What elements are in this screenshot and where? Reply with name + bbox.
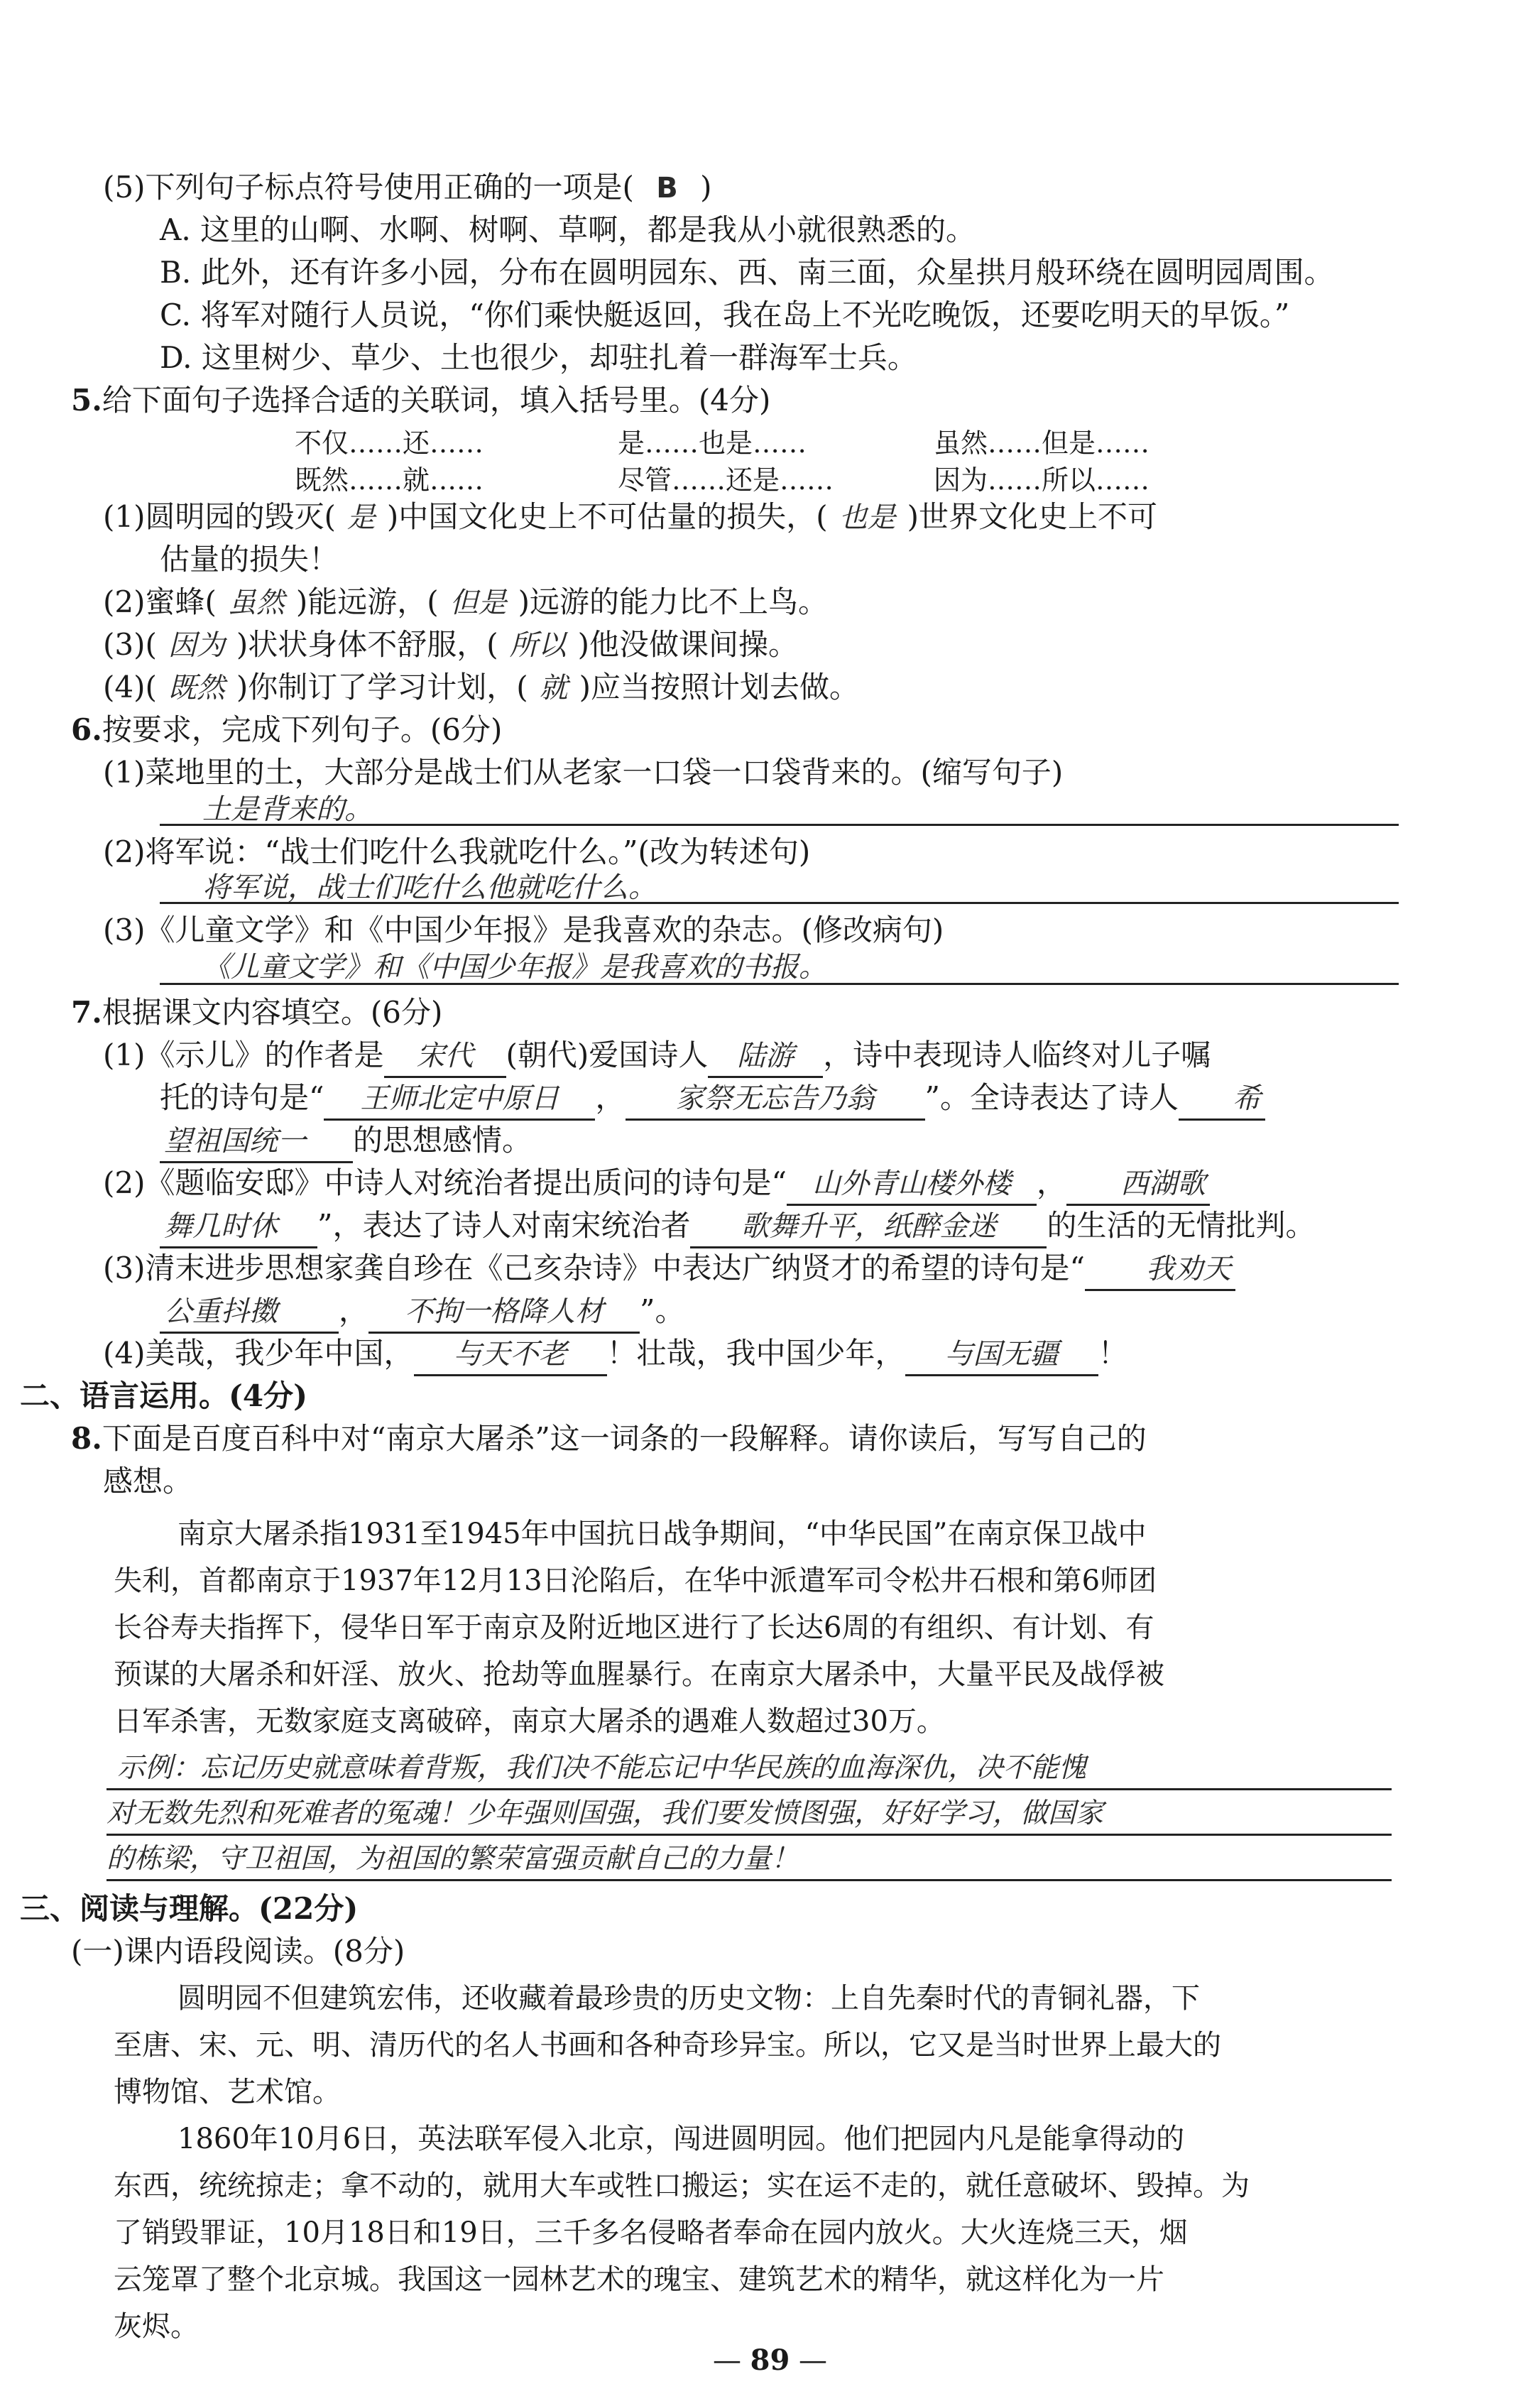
- q6-a1: 土是背来的。: [202, 793, 373, 826]
- word-4: 既然……就……: [295, 464, 484, 496]
- q8-material-line: 预谋的大屠杀和奸淫、放火、抢劫等血腥暴行。在南京大屠杀中，大量平民及战俘被: [114, 1658, 1164, 1691]
- q5-s4: (4)( 既然 )你制订了学习计划，( 就 )应当按照计划去做。: [103, 670, 860, 704]
- answer-line: [107, 1879, 1392, 1881]
- passage-line: 1860年10月6日，英法联军侵入北京，闯进圆明园。他们把园内凡是能拿得动的: [178, 2123, 1185, 2155]
- option-d: D. 这里树少、草少、土也很少，却驻扎着一群海军士兵。: [160, 340, 917, 375]
- q7-line2: 托的诗句是“ 王师北定中原日 ， 家祭无忘告乃翁 ”。全诗表达了诗人 希: [160, 1078, 1265, 1121]
- answer-line: [160, 902, 1399, 904]
- q7-line6: (3)清末进步思想家龚自珍在《己亥杂诗》中表达广纳贤才的希望的诗句是“ 我劝天: [103, 1248, 1235, 1291]
- passage-line: 博物馆、艺术馆。: [114, 2076, 341, 2108]
- q8-material-line: 日军杀害，无数家庭支离破碎，南京大屠杀的遇难人数超过30万。: [114, 1705, 945, 1738]
- section-3-title: 三、阅读与理解。(22分): [20, 1891, 359, 1926]
- passage-line: 灰烬。: [114, 2310, 199, 2343]
- answer-line: [160, 824, 1399, 826]
- q6-s3: (3)《儿童文学》和《中国少年报》是我喜欢的杂志。(修改病句): [103, 913, 944, 947]
- q7-line5: 舞几时休 ”，表达了诗人对南宋统治者 歌舞升平，纸醉金迷 的生活的无情批判。: [160, 1206, 1316, 1248]
- q8-answer-line: 对无数先烈和死难者的冤魂！少年强则国强，我们要发愤图强，好好学习，做国家: [107, 1797, 1104, 1829]
- word-2: 是……也是……: [618, 428, 807, 459]
- q5-s2: (2)蜜蜂( 虽然 )能远游，( 但是 )远游的能力比不上鸟。: [103, 584, 829, 619]
- q8-title-cont: 感想。: [103, 1464, 193, 1498]
- q7-line8: (4)美哉，我少年中国， 与天不老 ！壮哉，我中国少年， 与国无疆 ！: [103, 1334, 1128, 1376]
- word-6: 因为……所以……: [934, 464, 1150, 496]
- q8-material-line: 失利，首都南京于1937年12月13日沦陷后，在华中派遣军司令松井石根和第6师团: [114, 1564, 1157, 1597]
- passage-line: 东西，统统掠走；拿不动的，就用大车或牲口搬运；实在运不走的，就任意破坏、毁掉。为: [114, 2170, 1250, 2202]
- q6-s2: (2)将军说：“战士们吃什么我就吃什么。”(改为转述句): [103, 834, 811, 869]
- q5-s1: (1)圆明园的毁灭( 是 )中国文化史上不可估量的损失，( 也是 )世界文化史上不可: [103, 499, 1158, 534]
- q5-s1-cont: 估量的损失！: [160, 542, 339, 577]
- q8-material-line: 南京大屠杀指1931至1945年中国抗日战争期间，“中华民国”在南京保卫战中: [178, 1518, 1147, 1550]
- q7-line1: (1)《示儿》的作者是 宋代 (朝代)爱国诗人 陆游 ，诗中表现诗人临终对儿子嘱: [103, 1035, 1211, 1078]
- q7-line7: 公重抖擞 ， 不拘一格降人材 ”。: [160, 1291, 685, 1334]
- q6-a2: 将军说，战士们吃什么他就吃什么。: [202, 871, 657, 904]
- q6-a3: 《儿童文学》和《中国少年报》是我喜欢的书报。: [202, 951, 827, 984]
- page-number: — 89 —: [712, 2344, 828, 2377]
- q7-title: 7.根据课文内容填空。(6分): [71, 995, 443, 1030]
- q7-line4: (2)《题临安邸》中诗人对统治者提出质问的诗句是“ 山外青山楼外楼 ， 西湖歌: [103, 1163, 1210, 1206]
- passage-line: 了销毁罪证，10月18日和19日，三千多名侵略者奉命在园内放火。大火连烧三天，烟: [114, 2216, 1188, 2249]
- option-a: A. 这里的山啊、水啊、树啊、草啊，都是我从小就很熟悉的。: [160, 212, 976, 247]
- word-3: 虽然……但是……: [934, 428, 1150, 459]
- q6-s1: (1)菜地里的土，大部分是战士们从老家一口袋一口袋背来的。(缩写句子): [103, 755, 1064, 790]
- q5-title: 5.给下面句子选择合适的关联词，填入括号里。(4分): [71, 383, 771, 418]
- q5-answer: B: [656, 172, 678, 205]
- option-b: B. 此外，还有许多小园，分布在圆明园东、西、南三面，众星拱月般环绕在圆明园周围。: [160, 255, 1334, 290]
- answer-line: [160, 983, 1399, 985]
- q5-s3: (3)( 因为 )状状身体不舒服，( 所以 )他没做课间操。: [103, 627, 799, 662]
- word-5: 尽管……还是……: [618, 464, 834, 496]
- passage-line: 至唐、宋、元、明、清历代的名人书画和各种奇珍异宝。所以，它又是当时世界上最大的: [114, 2029, 1221, 2062]
- q8-material-line: 长谷寿夫指挥下，侵华日军于南京及附近地区进行了长达6周的有组织、有计划、有: [114, 1611, 1154, 1644]
- section-2-title: 二、语言运用。(4分): [20, 1378, 307, 1413]
- q8-answer-line: 的栋梁，守卫祖国，为祖国的繁荣富强贡献自己的力量！: [107, 1843, 799, 1875]
- word-1: 不仅……还……: [295, 428, 484, 459]
- option-c: C. 将军对随行人员说，“你们乘快艇返回，我在岛上不光吃晚饭，还要吃明天的早饭。”: [160, 298, 1290, 332]
- q7-line3: 望祖国统一 的思想感情。: [160, 1121, 532, 1163]
- section-3-sub: (一)课内语段阅读。(8分): [71, 1934, 405, 1969]
- answer-line: [107, 1788, 1392, 1790]
- q5-stem: (5)下列句子标点符号使用正确的一项是( B ): [103, 170, 712, 205]
- q6-title: 6.按要求，完成下列句子。(6分): [71, 712, 503, 747]
- passage-line: 圆明园不但建筑宏伟，还收藏着最珍贵的历史文物：上自先秦时代的青铜礼器，下: [178, 1982, 1200, 2015]
- q8-title: 8.下面是百度百科中对“南京大屠杀”这一词条的一段解释。请你读后，写写自己的: [71, 1421, 1147, 1456]
- answer-line: [107, 1834, 1392, 1836]
- passage-line: 云笼罩了整个北京城。我国这一园林艺术的瑰宝、建筑艺术的精华，就这样化为一片: [114, 2263, 1164, 2296]
- q8-answer-line: 示例：忘记历史就意味着背叛，我们决不能忘记中华民族的血海深仇，决不能愧: [117, 1752, 1087, 1784]
